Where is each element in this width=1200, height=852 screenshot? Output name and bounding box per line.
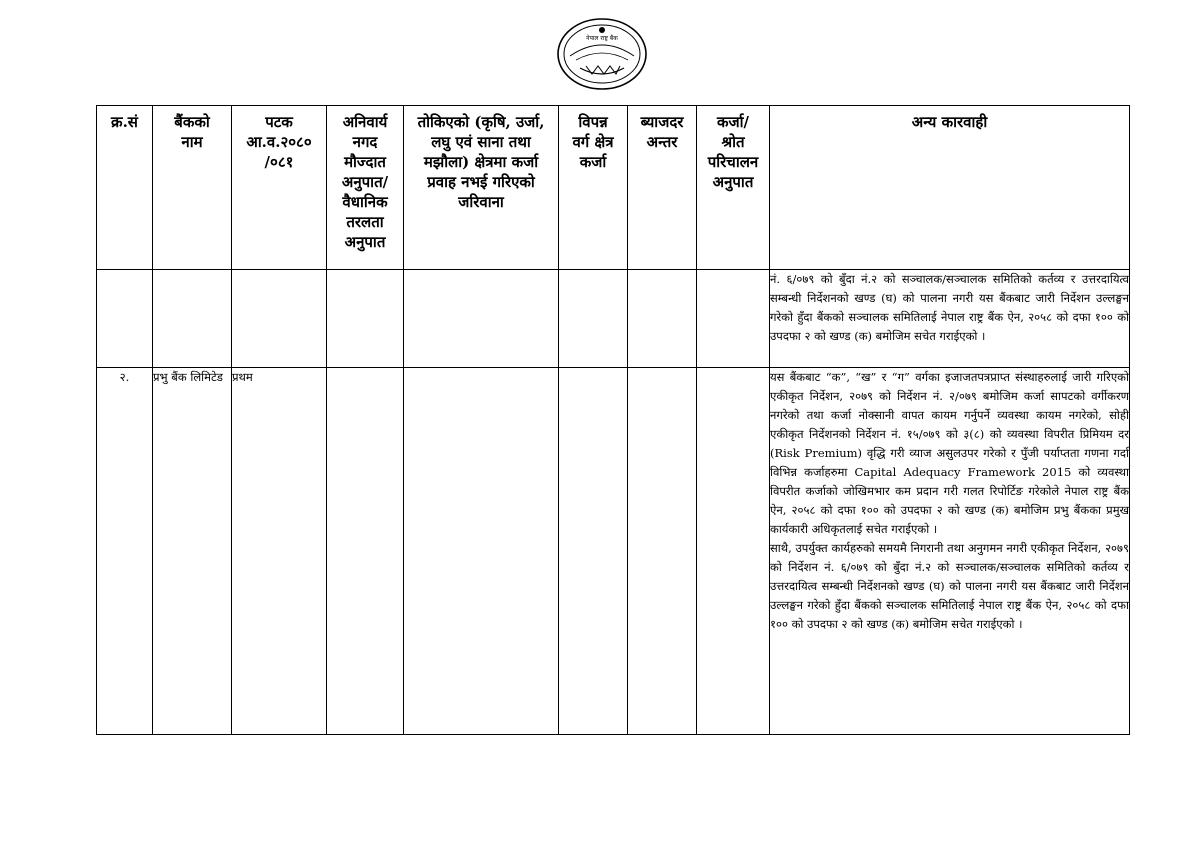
header-line: ब्याजदर bbox=[640, 113, 684, 131]
occurrence-header bbox=[232, 106, 327, 270]
header-line: जरिवाना bbox=[458, 193, 504, 211]
header-line: परिचालन bbox=[707, 153, 759, 171]
bank-name-cell bbox=[153, 270, 232, 368]
deprived-sector-header bbox=[559, 106, 628, 270]
header-line: नाम bbox=[181, 133, 203, 151]
occurrence-cell bbox=[232, 270, 327, 368]
interest-spread-header bbox=[628, 106, 697, 270]
priority-sector-penalty-cell bbox=[404, 270, 559, 368]
sanction-table bbox=[96, 105, 1130, 735]
header-line: कर्जा bbox=[579, 153, 607, 171]
occurrence-cell: प्रथम bbox=[232, 368, 327, 735]
serial-number-cell bbox=[97, 270, 153, 368]
header-line: अन्य कारवाही bbox=[911, 113, 988, 131]
bank-name-cell: प्रभु बैंक लिमिटेड bbox=[153, 368, 232, 735]
other-action-header bbox=[770, 106, 1130, 270]
action-paragraph: यस बैंकबाट “क”, “ख” र “ग” वर्गका इजाजतपत्रप्राप्त संस्थाहरुलाई जारी गरिएको एकीकृत निर्देशन, २०७९ को निर्देशन नं. २/०७९ बमोजिम कर्जा सापटको वर्गीकरण नगरेको तथा कर्जा नोक्सानी वापत कायम गर्नुपर्ने व्यवस्था कायम नगरेको, सोही एकीकृत निर्देशनको निर्देशन नं. १५/०७९ को ३(८) को व्यवस्था विपरीत प्रिमियम दर (Risk Premium) वृद्धि गरी व्याज असुलउपर गरेको र पुँजी पर्याप्तता गणना गर्दा विभिन्न कर्जाहरुमा Capital Adequacy Framework 2015 को व्यवस्था विपरीत कर्जाको जोखिमभार कम प्रदान गरी गलत रिपोर्टिङ गरेकोले नेपाल राष्ट्र बैंक ऐन, २०५८ को दफा १०० को उपदफा २ को खण्ड (क) बमोजिम प्रभु बैंकका प्रमुख कार्यकारी अधिकृतलाई सचेत गराईएको । bbox=[770, 370, 1129, 536]
table-row bbox=[97, 368, 1130, 735]
seal-text: नेपाल राष्ट्र बैंक bbox=[586, 35, 618, 42]
action-paragraph: नं. ६/०७९ को बुँदा नं.२ को सञ्चालक/सञ्चालक समितिको कर्तव्य र उत्तरदायित्व सम्बन्धी निर्देशनको खण्ड (घ) को पालना नगरी यस बैंकबाट जारी निर्देशन उल्लङ्घन गरेको हुँदा बैंकको सञ्चालक समितिलाई नेपाल राष्ट्र बैंक ऐन, २०५८ को दफा १०० को उपदफा २ को खण्ड (क) बमोजिम सचेत गराईएको । bbox=[770, 272, 1129, 343]
interest-spread-cell bbox=[628, 368, 697, 735]
bank-name-header bbox=[153, 106, 232, 270]
header-line: प्रवाह नभई गरिएको bbox=[427, 173, 535, 191]
header-row bbox=[97, 106, 1130, 270]
crr-slr-cell bbox=[327, 270, 404, 368]
header-line: अनुपात bbox=[712, 173, 754, 191]
interest-spread-cell bbox=[628, 270, 697, 368]
serial-number-cell: २. bbox=[97, 368, 153, 735]
header-line: /०८१ bbox=[264, 153, 294, 171]
header-line: वैधानिक bbox=[342, 193, 388, 211]
header-line: आ.व.२०८० bbox=[246, 133, 312, 151]
nepal-rastra-bank-seal-icon bbox=[556, 16, 648, 92]
cd-ratio-cell bbox=[697, 270, 770, 368]
header-line: लघु एवं साना तथा bbox=[431, 133, 531, 151]
table-row bbox=[97, 270, 1130, 368]
header-line: अन्तर bbox=[646, 133, 678, 151]
header-line: तोकिएको (कृषि, उर्जा, bbox=[417, 113, 545, 131]
header-line: मौज्दात bbox=[344, 153, 386, 171]
header-line: तरलता bbox=[346, 213, 384, 231]
serial-number-header bbox=[97, 106, 153, 270]
header-line: अनुपात/ bbox=[341, 173, 389, 191]
crr-slr-header bbox=[327, 106, 404, 270]
priority-sector-header bbox=[404, 106, 559, 270]
deprived-sector-cell bbox=[559, 368, 628, 735]
cd-ratio-header bbox=[697, 106, 770, 270]
cd-ratio-cell bbox=[697, 368, 770, 735]
deprived-sector-cell bbox=[559, 270, 628, 368]
header-line: क्र.सं bbox=[111, 113, 138, 131]
other-action-cell bbox=[770, 270, 1130, 368]
header-line: कर्जा/ bbox=[716, 113, 749, 131]
crr-slr-cell bbox=[327, 368, 404, 735]
header-line: मझौला) क्षेत्रमा कर्जा bbox=[423, 153, 539, 171]
header-line: वर्ग क्षेत्र bbox=[572, 133, 614, 151]
other-action-cell bbox=[770, 368, 1130, 735]
header-line: अनिवार्य bbox=[342, 113, 388, 131]
header-line: पटक bbox=[265, 113, 293, 131]
action-paragraph: साथै, उपर्युक्त कार्यहरुको समयमै निगरानी तथा अनुगमन नगरी एकीकृत निर्देशन, २०७९ को निर्देशन नं. ६/०७९ को बुँदा नं.२ को सञ्चालक/सञ्चालक समितिको कर्तव्य र उत्तरदायित्व सम्बन्धी निर्देशनको खण्ड (घ) को पालना नगरी यस बैंकबाट जारी निर्देशन उल्लङ्घन गरेको हुँदा बैंकको सञ्चालक समितिलाई नेपाल राष्ट्र बैंक ऐन, २०५८ को दफा १०० को उपदफा २ को खण्ड (क) बमोजिम सचेत गराईएको । bbox=[770, 541, 1129, 631]
header-line: श्रोत bbox=[721, 133, 745, 151]
header-line: बैंकको bbox=[174, 113, 210, 131]
priority-sector-penalty-cell bbox=[404, 368, 559, 735]
header-line: विपन्न bbox=[578, 113, 608, 131]
header-line: अनुपात bbox=[344, 233, 386, 251]
header-line: नगद bbox=[352, 133, 378, 151]
